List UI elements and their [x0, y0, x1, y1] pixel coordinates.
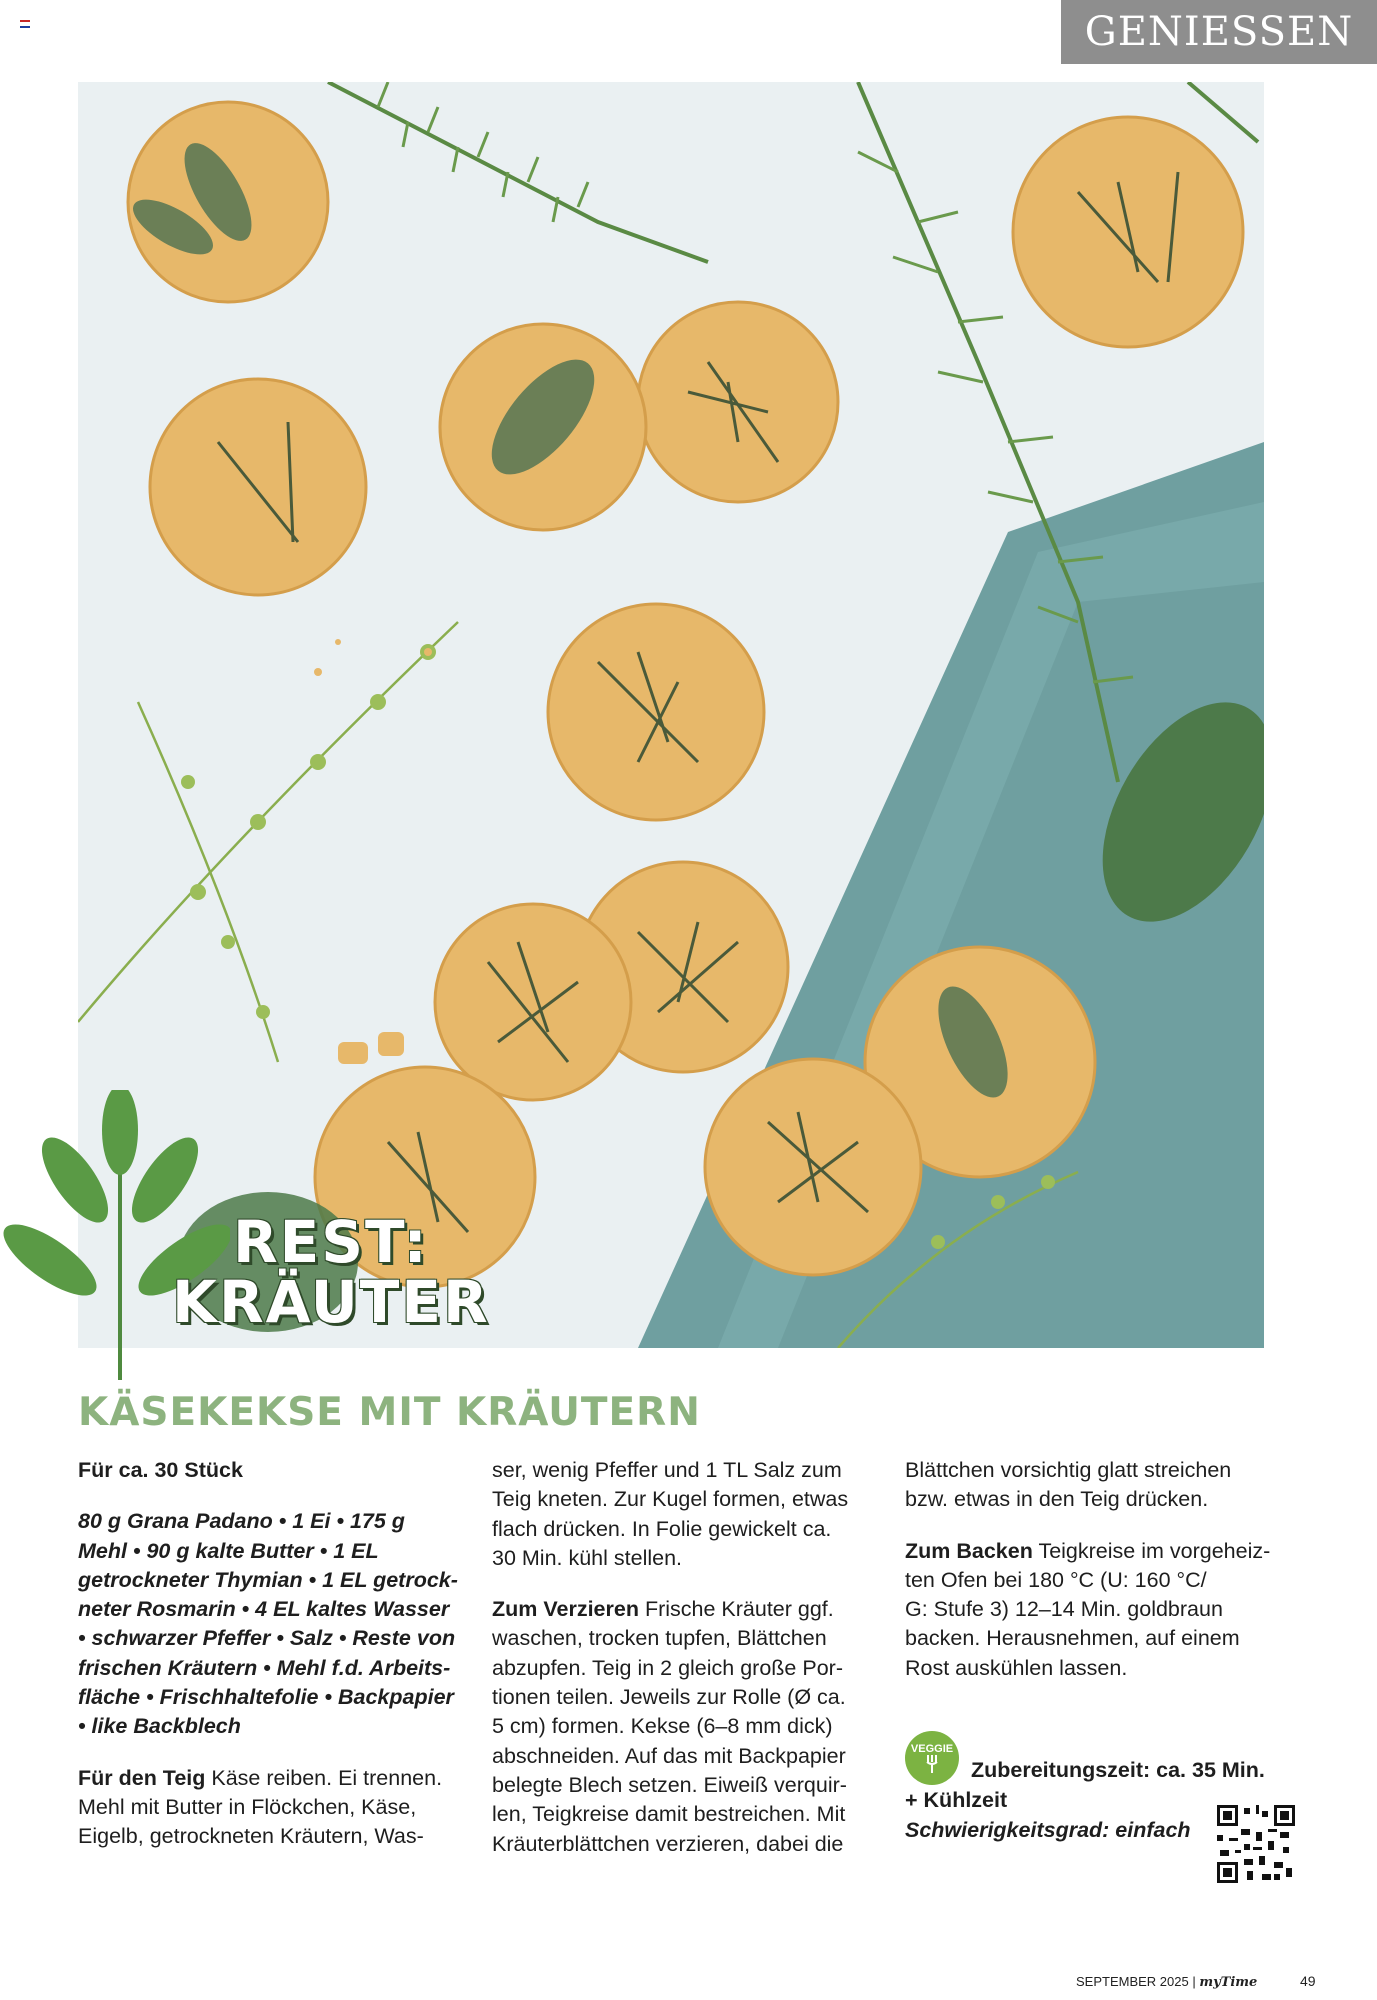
verzieren-paragraph: [492, 1595, 884, 1859]
cookies-photo-illustration: [78, 82, 1264, 1348]
teig-heading: Für den Teig: [78, 1765, 206, 1790]
stamp-title: [172, 1208, 490, 1336]
text-line: bzw. etwas in den Teig drücken.: [905, 1487, 1209, 1512]
ingredient-line: getrockneter Thymian • 1 EL getrock-: [78, 1567, 458, 1592]
ingredient-line: • like Backblech: [78, 1714, 241, 1739]
text-line: waschen, trocken tupfen, Blättchen: [492, 1626, 827, 1651]
text-line: G: Stufe 3) 12–14 Min. goldbraun: [905, 1597, 1223, 1622]
ingredient-line: Mehl • 90 g kalte Butter • 1 EL: [78, 1538, 379, 1563]
ingredients-list: [78, 1507, 468, 1741]
brand-logo: myTime: [1199, 1975, 1258, 1990]
footer-issue: [1076, 1974, 1257, 1990]
fork-icon: [925, 1755, 939, 1773]
text-line: Käse reiben. Ei trennen.: [205, 1765, 443, 1790]
text-line: Eigelb, getrockneten Kräutern, Was-: [78, 1824, 424, 1849]
text-line: Blättchen vorsichtig glatt streichen: [905, 1458, 1232, 1482]
teig-paragraph: [78, 1764, 468, 1852]
issue-label: SEPTEMBER 2025 |: [1076, 1974, 1196, 1989]
text-line: 30 Min. kühl stellen.: [492, 1545, 683, 1570]
text-line: Frische Kräuter ggf.: [638, 1597, 834, 1622]
text-line: ten Ofen bei 180 °C (U: 160 °C/: [905, 1567, 1207, 1592]
text-line: belegte Blech setzen. Eiweiß verquir-: [492, 1772, 847, 1797]
text-line: abschneiden. Auf das mit Backpapier: [492, 1743, 846, 1768]
yield: Für ca. 30 Stück: [78, 1458, 243, 1482]
qr-code-icon[interactable]: [1217, 1805, 1295, 1883]
verzieren-paragraph-continued: [905, 1456, 1305, 1515]
flag-icon: [20, 20, 30, 27]
verzieren-heading: Zum Verzieren: [492, 1597, 639, 1622]
stamp-line-2: KRÄUTER: [172, 1268, 490, 1336]
ingredient-line: neter Rosmarin • 4 EL kaltes Wasser: [78, 1597, 450, 1622]
column-3: [905, 1456, 1305, 1705]
section-tab: GENIESSEN: [1061, 0, 1377, 64]
text-line: Teigkreise im vorgeheiz-: [1032, 1538, 1271, 1563]
text-line: Mehl mit Butter in Flöckchen, Käse,: [78, 1794, 417, 1819]
text-line: ser, wenig Pfeffer und 1 TL Salz zum: [492, 1458, 842, 1482]
text-line: len, Teigkreise damit bestreichen. Mit: [492, 1802, 846, 1827]
ingredient-line: fläche • Frischhaltefolie • Backpapier: [78, 1685, 454, 1710]
backen-paragraph: [905, 1537, 1305, 1683]
text-line: flach drücken. In Folie gewickelt ca.: [492, 1516, 832, 1541]
ingredient-line: • schwarzer Pfeffer • Salz • Reste von: [78, 1626, 456, 1651]
prep-time: Zubereitungszeit: ca. 35 Min.: [971, 1758, 1265, 1782]
recipe-title: KÄSEKEKSE MIT KRÄUTERN: [78, 1390, 701, 1435]
ingredient-line: 80 g Grana Padano • 1 Ei • 175 g: [78, 1509, 405, 1534]
column-2: [492, 1456, 884, 1881]
stamp-line-1: REST:: [233, 1208, 429, 1276]
teig-paragraph-continued: [492, 1456, 884, 1573]
text-line: Teig kneten. Zur Kugel formen, etwas: [492, 1487, 849, 1512]
hero-photo: [78, 82, 1264, 1348]
text-line: tionen teilen. Jeweils zur Rolle (Ø ca.: [492, 1685, 846, 1710]
page-number: 49: [1300, 1973, 1316, 1989]
text-line: 5 cm) formen. Kekse (6–8 mm dick): [492, 1714, 833, 1739]
cool-time: + Kühlzeit: [905, 1788, 1008, 1812]
backen-heading: Zum Backen: [905, 1538, 1033, 1563]
difficulty: Schwierigkeitsgrad: einfach: [905, 1818, 1191, 1842]
text-line: Rost auskühlen lassen.: [905, 1655, 1128, 1680]
column-1: [78, 1456, 468, 1874]
text-line: backen. Herausnehmen, auf einem: [905, 1626, 1240, 1651]
ingredient-line: frischen Kräutern • Mehl f.d. Arbeits-: [78, 1655, 451, 1680]
text-line: Kräuterblättchen verzieren, dabei die: [492, 1831, 844, 1856]
text-line: abzupfen. Teig in 2 gleich große Por-: [492, 1655, 843, 1680]
veggie-badge: [905, 1731, 959, 1785]
veggie-label: VEGGIE: [910, 1743, 954, 1755]
